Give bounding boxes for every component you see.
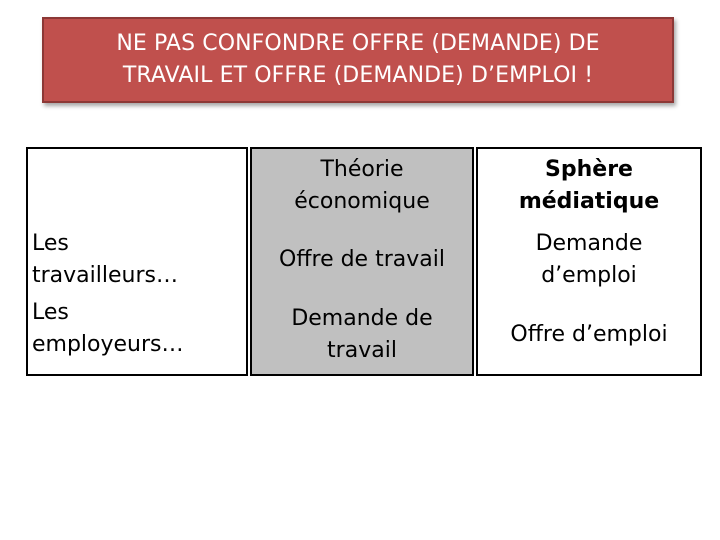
cell-line: Offre de travail — [279, 247, 445, 272]
header-line: économique — [294, 189, 430, 214]
header-line: Sphère — [545, 157, 633, 182]
table-column-mediatique — [476, 147, 702, 376]
table-column-labels — [26, 147, 248, 376]
cell-offre-emploi — [478, 295, 700, 374]
table-column-theorie — [250, 147, 474, 376]
header-line: médiatique — [518, 189, 660, 214]
row-label-travailleurs — [28, 223, 246, 297]
row-label-line: employeurs… — [32, 332, 184, 357]
header-cell-mediatique — [478, 149, 700, 223]
cell-offre-de-travail — [252, 223, 472, 297]
title-line-2: TRAVAIL ET OFFRE (DEMANDE) D’EMPLOI ! — [122, 63, 594, 88]
row-label-line: Les — [32, 231, 69, 256]
row-label-line: Les — [32, 300, 69, 325]
cell-line: d’emploi — [541, 263, 637, 288]
cell-line: Demande de — [291, 305, 433, 331]
header-cell-theorie — [252, 149, 472, 223]
cell-demande-emploi — [478, 223, 700, 297]
header-line: Théorie — [320, 157, 404, 182]
cell-line: travail — [327, 337, 397, 363]
row-label-employeurs — [28, 295, 246, 374]
cell-line: Offre d’emploi — [510, 321, 668, 347]
header-cell-empty — [28, 149, 246, 223]
title-line-1: NE PAS CONFONDRE OFFRE (DEMANDE) DE — [116, 31, 600, 56]
cell-demande-de-travail — [252, 295, 472, 374]
title-banner — [42, 17, 674, 103]
row-label-line: travailleurs… — [32, 263, 178, 288]
cell-line: Demande — [535, 231, 643, 256]
